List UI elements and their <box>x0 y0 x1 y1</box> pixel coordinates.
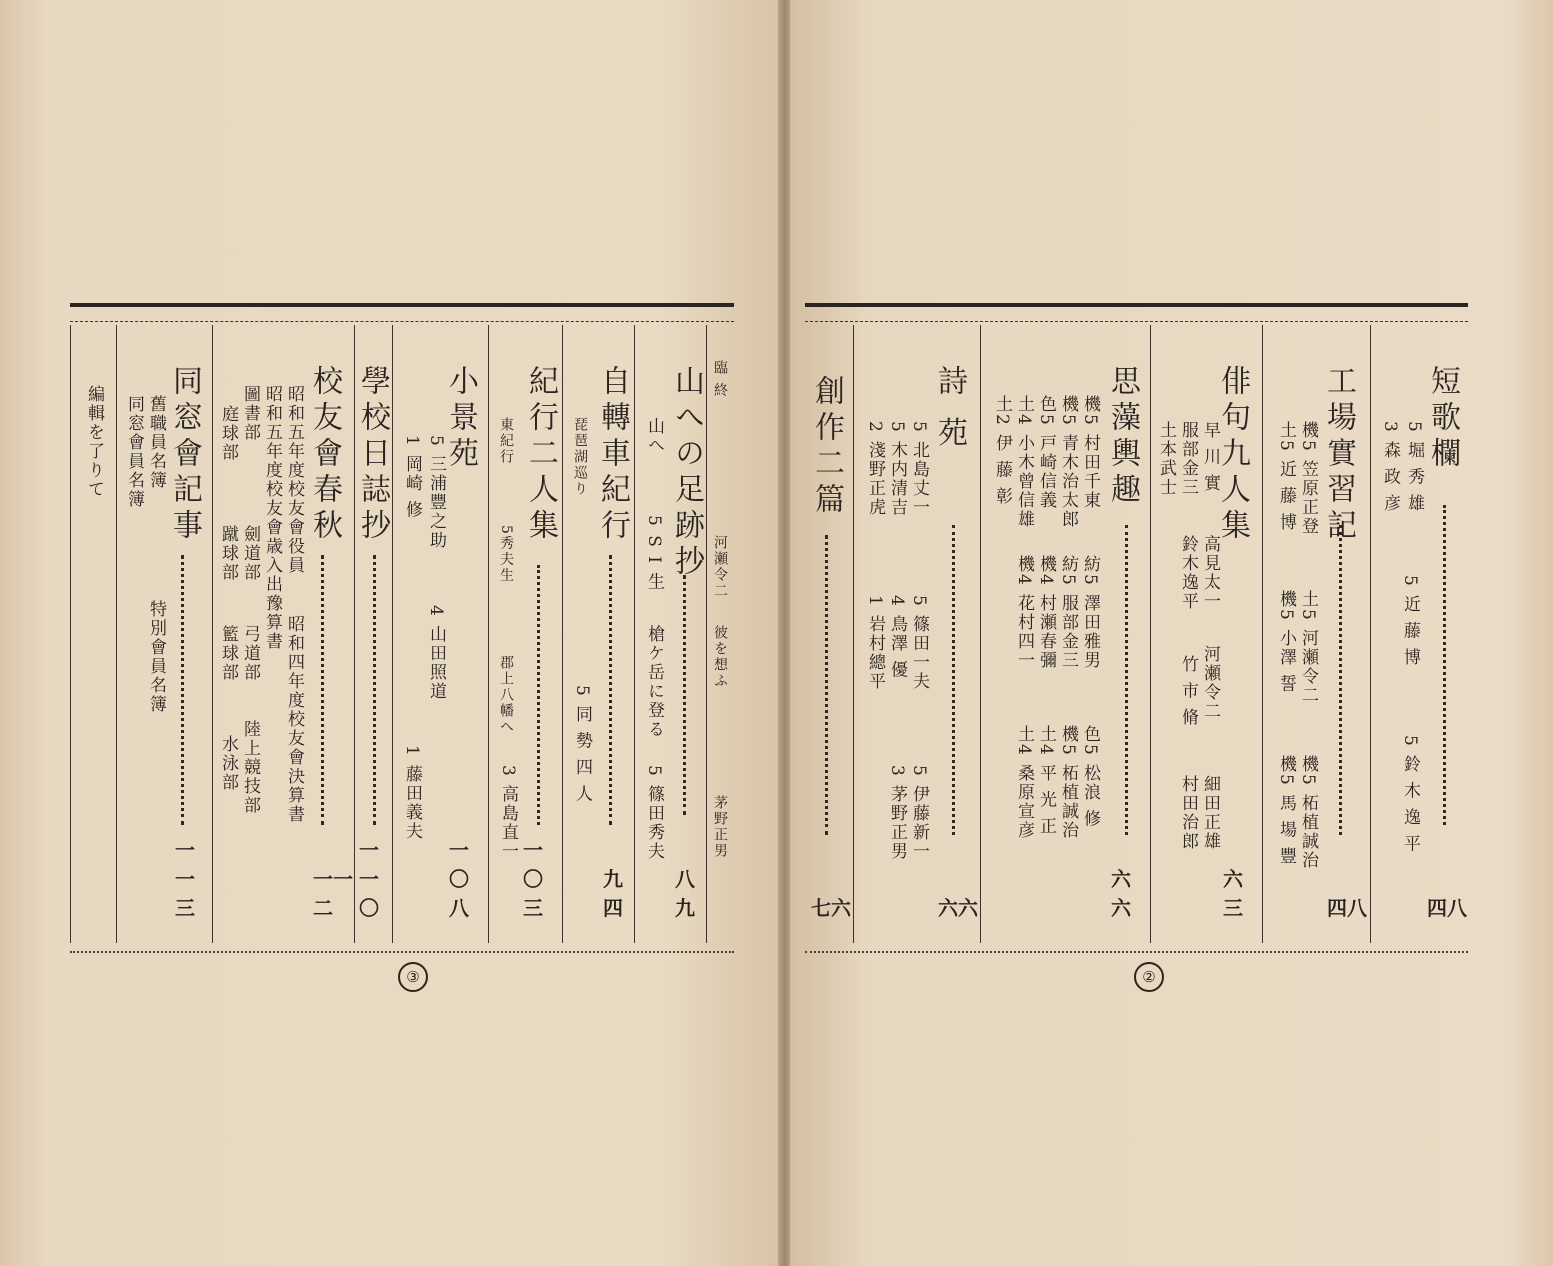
entry-author: 1 藤田義夫 <box>402 745 422 842</box>
toc-column <box>116 325 212 943</box>
entry-author: 3 高島直一 <box>498 765 518 862</box>
toc-column <box>1370 325 1468 943</box>
entry-author: 2 淺野正虎 <box>865 421 885 518</box>
entry-author: 5 鈴 木 逸 平 <box>1400 735 1420 854</box>
leader-dots <box>683 575 686 815</box>
page-number: 九四 <box>603 867 623 920</box>
entry-sub: 琵琶湖巡り <box>572 417 588 497</box>
entry-sub: 臨 終 <box>712 360 728 399</box>
leader-dots <box>537 565 540 825</box>
toc-column <box>706 325 734 943</box>
entry-author: 早 川 實 <box>1200 421 1220 493</box>
entry-author: 機5 馬 場 豐 <box>1276 755 1296 867</box>
toc-table-right <box>805 303 1468 953</box>
entry-author: 機5 村田千東 <box>1080 395 1100 511</box>
entry-title: 俳句九人集 <box>1215 365 1250 545</box>
entry-sub: 彼を想ふ <box>712 625 728 689</box>
entry-title: 創作二篇 <box>809 375 844 519</box>
top-rule <box>70 303 734 307</box>
entry-author: 茅野正男 <box>712 795 728 859</box>
entry-author: 河瀬令二 <box>1200 645 1220 721</box>
entry-author: 色5 松浪 修 <box>1080 725 1100 829</box>
leader-dots <box>181 555 184 825</box>
entry-title: 校友會春秋 <box>307 365 342 545</box>
leader-dots <box>373 555 376 825</box>
entry-sub: 弓道部 <box>240 625 260 682</box>
entry-author: 機5 柘植誠治 <box>1058 725 1078 841</box>
entry-title: 紀行二人集 <box>523 365 558 545</box>
entry-author: 機5 小澤 誓 <box>1276 590 1296 694</box>
entry-author: 5秀夫生 <box>498 525 514 584</box>
top-rule-dashed <box>70 321 734 322</box>
toc-table-left <box>70 303 734 953</box>
entry-title: 工場實習記 <box>1321 365 1356 545</box>
entry-author: 5 木内清吉 <box>887 421 907 518</box>
page-number: 六三 <box>1223 867 1243 920</box>
entry-author: 1 岡崎 修 <box>402 435 422 520</box>
page-number: 四八 <box>1327 896 1367 920</box>
entry-title: 學校日誌抄 <box>355 365 390 545</box>
toc-column <box>805 325 853 943</box>
page-number: 一一三 <box>175 838 195 920</box>
entry-title: 詩 苑 <box>932 365 967 453</box>
entry-author: 竹 市 脩 <box>1178 655 1198 727</box>
entry-author: 5 堀 秀 雄 <box>1404 421 1424 514</box>
entry-author: 機5 笠原正登 <box>1298 421 1318 537</box>
entry-author: 高見太一 <box>1200 535 1220 611</box>
toc-column <box>980 325 1150 943</box>
bottom-rule <box>70 943 734 953</box>
toc-column <box>1150 325 1262 943</box>
entry-author: 紡5 澤田雅男 <box>1080 555 1100 671</box>
entry-sub: 特別會員名簿 <box>146 600 166 714</box>
page-number: 七六 <box>811 896 851 920</box>
entry-sub: 山へ <box>644 417 664 455</box>
entry-author: 3 森 政 彦 <box>1380 421 1400 514</box>
toc-column <box>853 325 980 943</box>
page-number: 一一〇 <box>359 838 379 920</box>
entry-author: 機5 柘植誠治 <box>1298 755 1318 871</box>
entry-author: 機4 村瀬春彌 <box>1036 555 1056 671</box>
entry-sub: 籃球部 <box>218 625 238 682</box>
entry-sub: 蹴球部 <box>218 525 238 582</box>
leader-dots <box>609 555 612 825</box>
entry-sub: 舊職員名簿 <box>146 395 166 490</box>
entry-author: 5 三浦豐之助 <box>426 435 446 551</box>
toc-column <box>392 325 488 943</box>
entry-author: 村田治郎 <box>1178 775 1198 851</box>
entry-author: 土4 小木曾信雄 <box>1014 395 1034 530</box>
top-rule <box>805 303 1468 307</box>
entry-author: 1 岩村總平 <box>865 595 885 692</box>
toc-column <box>70 325 116 943</box>
entry-title: 小景苑 <box>443 365 478 473</box>
leader-dots <box>1125 525 1128 835</box>
page-folio: ③ <box>398 962 428 992</box>
entry-author: 土4 平 光 正 <box>1036 725 1056 837</box>
entry-author: 3 茅野正男 <box>887 765 907 862</box>
entry-author: 4 鳥澤 優 <box>887 595 907 680</box>
entry-title: 短歌欄 <box>1425 365 1460 473</box>
entry-author: 5 北島丈一 <box>909 421 929 518</box>
leader-dots <box>1443 505 1446 825</box>
entry-author: 河瀬令二 <box>712 535 728 599</box>
entry-author: 4 山田照道 <box>426 605 446 702</box>
entry-author: 土5 近 藤 博 <box>1276 421 1296 533</box>
leader-dots <box>952 525 955 835</box>
page-number: 一一二 <box>313 867 353 920</box>
entry-sub: 槍ケ岳に登る <box>644 625 664 739</box>
toc-column <box>488 325 562 943</box>
entry-author: 5 S I 生 <box>644 515 664 592</box>
entry-author: 5 篠田秀夫 <box>644 765 664 862</box>
entry-title: 自轉車紀行 <box>595 365 630 545</box>
page-number: 四八 <box>1427 896 1467 920</box>
leader-dots <box>321 555 324 825</box>
entry-sub: 昭和五年度校友會役員 <box>284 385 304 575</box>
entry-title: 思藻輿趣 <box>1105 365 1140 509</box>
page-folio: ② <box>1134 962 1164 992</box>
entry-sub: 郡上八幡へ <box>498 655 514 735</box>
leader-dots <box>1339 525 1342 835</box>
entry-author: 5 篠田一夫 <box>909 595 929 692</box>
page-number: 六六 <box>938 896 978 920</box>
toc-column <box>212 325 354 943</box>
entry-author: 色5 戸崎信義 <box>1036 395 1056 511</box>
page-number: 八九 <box>675 867 695 920</box>
leader-dots <box>825 535 828 835</box>
entry-sub: 同窓會員名簿 <box>124 395 144 509</box>
entry-author: 土4 桑原宣彦 <box>1014 725 1034 841</box>
entry-author: 土5 河瀬令二 <box>1298 590 1318 706</box>
bottom-rule <box>805 943 1468 953</box>
entry-author: 土本武士 <box>1156 421 1176 497</box>
page-number: 一〇八 <box>449 838 469 920</box>
toc-column <box>354 325 392 943</box>
entry-author: 5 伊藤新一 <box>909 765 929 862</box>
entry-title: 同窓會記事 <box>167 365 202 545</box>
entry-sub: 水泳部 <box>218 735 238 792</box>
entry-author: 土2 伊 藤 彰 <box>992 395 1012 507</box>
top-rule-dashed <box>805 321 1468 322</box>
entry-sub: 圖書部 <box>240 385 260 442</box>
entry-sub: 陸上競技部 <box>240 720 260 815</box>
entry-author: 機5 青木治太郎 <box>1058 395 1078 530</box>
page-number: 六六 <box>1111 867 1131 920</box>
entry-title: 編輯を了りて <box>84 385 104 499</box>
entry-author: 5 近 藤 博 <box>1400 575 1420 668</box>
page-number: 一〇三 <box>523 838 543 920</box>
entry-sub: 東紀行 <box>498 417 514 465</box>
entry-sub: 昭和五年度校友會歳入出豫算書 <box>262 385 282 651</box>
entry-author: 鈴木逸平 <box>1178 535 1198 611</box>
entry-sub: 昭和四年度校友會決算書 <box>284 615 304 824</box>
entry-author: 5 同 勢 四 人 <box>572 685 592 804</box>
entry-author: 細田正雄 <box>1200 775 1220 851</box>
entry-title: 山への足跡抄 <box>669 365 704 581</box>
toc-column <box>562 325 634 943</box>
toc-column <box>1262 325 1370 943</box>
toc-column <box>634 325 706 943</box>
entry-author: 紡5 服部金三 <box>1058 555 1078 671</box>
entry-sub: 劍道部 <box>240 525 260 582</box>
entry-author: 服部金三 <box>1178 421 1198 497</box>
entry-author: 機4 花村四一 <box>1014 555 1034 671</box>
entry-sub: 庭球部 <box>218 405 238 462</box>
